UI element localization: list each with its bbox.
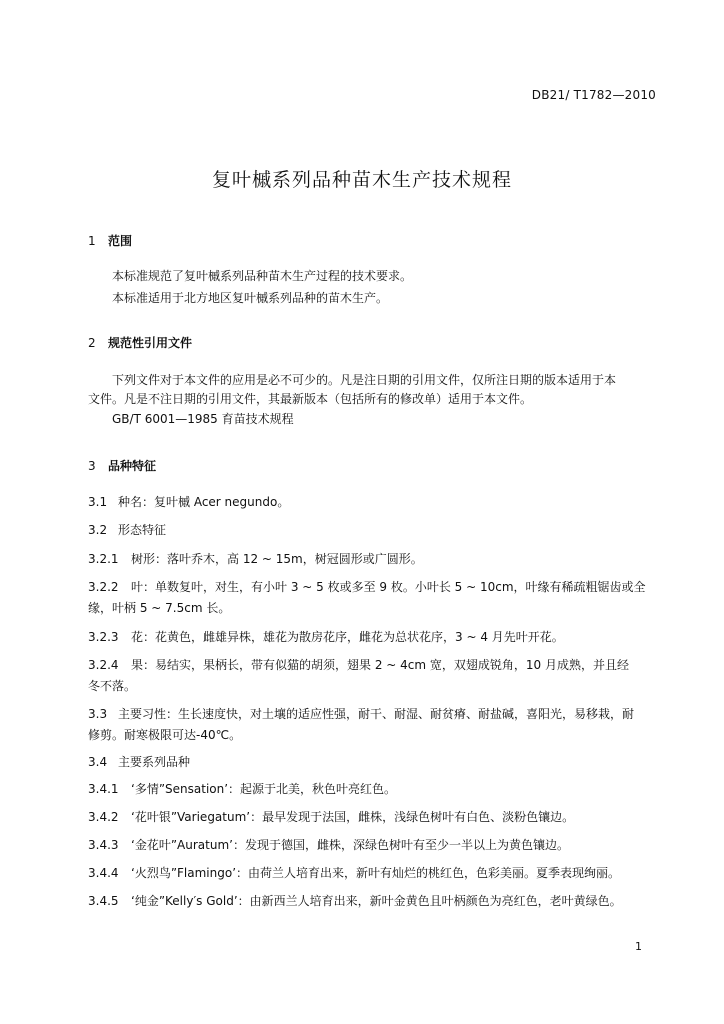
clause-number: 3.4.1 bbox=[88, 782, 119, 796]
clause-number: 3.4.5 bbox=[88, 894, 119, 908]
clause-text-line: 果：易结实，果柄长，带有似猫的胡须，翅果 2 ~ 4cm 宽，双翅成锐角，10 月成熟，并且经 bbox=[131, 658, 629, 672]
clause-3-2-1 bbox=[88, 550, 423, 567]
clause-3-2-3 bbox=[88, 628, 564, 645]
clause-3-2-2 bbox=[88, 578, 646, 595]
clause-number: 3.2 bbox=[88, 523, 108, 537]
clause-3-4 bbox=[88, 753, 190, 770]
clause-number: 3.1 bbox=[88, 495, 108, 509]
paragraph-line: 下列文件对于本文件的应用是必不可少的。凡是注日期的引用文件，仅所注日期的版本适用于本 bbox=[112, 373, 617, 387]
clause-3-4-3 bbox=[88, 836, 569, 853]
clause-number: 3.4.3 bbox=[88, 838, 119, 852]
normative-reference: GB/T 6001—1985 育苗技术规程 bbox=[112, 412, 294, 426]
paragraph: 本标准适用于北方地区复叶槭系列品种的苗木生产。 bbox=[112, 291, 389, 305]
clause-3-4-4 bbox=[88, 864, 620, 881]
section-title: 品种特征 bbox=[108, 459, 157, 473]
clause-number: 3.2.4 bbox=[88, 658, 119, 672]
section-number: 1 bbox=[88, 234, 96, 248]
clause-text: 树形：落叶乔木，高 12 ~ 15m，树冠圆形或广圆形。 bbox=[131, 552, 423, 566]
paragraph: 本标准规范了复叶槭系列品种苗木生产过程的技术要求。 bbox=[112, 269, 413, 283]
section-1-heading bbox=[88, 232, 132, 249]
clause-text: 花：花黄色，雌雄异株，雄花为散房花序，雌花为总状花序，3 ~ 4 月先叶开花。 bbox=[131, 630, 564, 644]
clause-text: 形态特征 bbox=[118, 523, 167, 537]
clause-text-line: 冬不落。 bbox=[88, 679, 137, 693]
document-title: 复叶槭系列品种苗木生产技术规程 bbox=[211, 169, 512, 191]
clause-3-2 bbox=[88, 521, 166, 538]
section-title: 范围 bbox=[108, 234, 133, 248]
clause-3-4-2 bbox=[88, 808, 574, 825]
clause-3-1 bbox=[88, 493, 289, 510]
clause-text: 种名：复叶槭 Acer negundo。 bbox=[118, 495, 290, 509]
clause-text-line: 缘，叶柄 5 ~ 7.5cm 长。 bbox=[88, 601, 231, 615]
clause-number: 3.3 bbox=[88, 707, 108, 721]
section-3-heading bbox=[88, 457, 156, 474]
clause-3-4-1 bbox=[88, 780, 396, 797]
clause-number: 3.4 bbox=[88, 755, 108, 769]
document-code: DB21/ T1782—2010 bbox=[531, 88, 656, 102]
clause-text: ‘多情”Sensation’：起源于北美，秋色叶亮红色。 bbox=[131, 782, 397, 796]
clause-text-line: 主要习性：生长速度快，对土壤的适应性强，耐干、耐湿、耐贫瘠、耐盐碱，喜阳光，易移栽，耐 bbox=[118, 707, 635, 721]
clause-3-4-5 bbox=[88, 892, 622, 909]
clause-text: 主要系列品种 bbox=[118, 755, 191, 769]
section-2-heading bbox=[88, 334, 192, 351]
clause-number: 3.2.3 bbox=[88, 630, 119, 644]
clause-number: 3.2.2 bbox=[88, 580, 119, 594]
clause-number: 3.4.4 bbox=[88, 866, 119, 880]
section-title: 规范性引用文件 bbox=[108, 336, 193, 350]
page-number: 1 bbox=[635, 940, 642, 953]
clause-text: ‘火烈鸟”Flamingo’：由荷兰人培育出来，新叶有灿烂的桃红色，色彩美丽。夏季表现绚丽。 bbox=[131, 866, 621, 880]
section-number: 3 bbox=[88, 459, 96, 473]
clause-number: 3.4.2 bbox=[88, 810, 119, 824]
clause-text-line: 修剪。耐寒极限可达-40℃。 bbox=[88, 728, 242, 742]
clause-3-2-4 bbox=[88, 656, 629, 673]
clause-text-line: 叶：单数复叶，对生，有小叶 3 ~ 5 枚或多至 9 枚。小叶长 5 ~ 10cm，叶缘有稀疏粗锯齿或全 bbox=[131, 580, 646, 594]
clause-text: ‘花叶银”Variegatum’：最早发现于法国，雌株，浅绿色树叶有白色、淡粉色镶边。 bbox=[131, 810, 575, 824]
clause-3-3 bbox=[88, 705, 634, 722]
clause-text: ‘金花叶”Auratum’：发现于德国，雌株，深绿色树叶有至少一半以上为黄色镶边。 bbox=[131, 838, 569, 852]
section-number: 2 bbox=[88, 336, 96, 350]
clause-text: ‘纯金”Kelly′s Gold’：由新西兰人培育出来，新叶金黄色且叶柄颜色为亮红色，老叶黄绿色。 bbox=[131, 894, 622, 908]
clause-number: 3.2.1 bbox=[88, 552, 119, 566]
paragraph-line: 文件。凡是不注日期的引用文件，其最新版本（包括所有的修改单）适用于本文件。 bbox=[88, 392, 533, 406]
